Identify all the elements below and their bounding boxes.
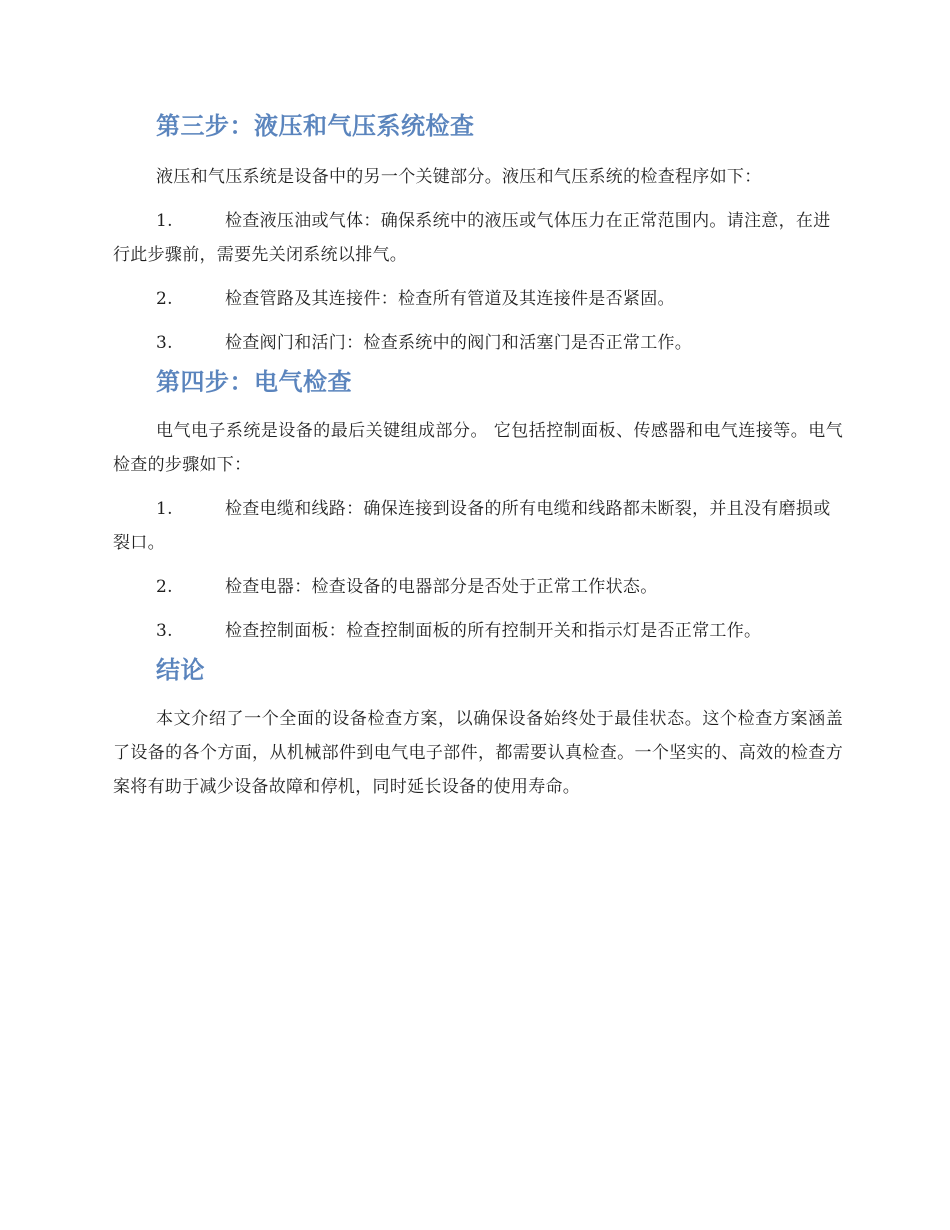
list-item-number: 2. — [156, 577, 173, 597]
list-item-text: 检查电器：检查设备的电器部分是否处于正常工作状态。 — [225, 577, 658, 597]
section-heading-step3: 第三步：液压和气压系统检查 — [156, 112, 475, 140]
list-item — [113, 570, 843, 604]
document-content — [113, 104, 843, 804]
section3-intro: 液压和气压系统是设备中的另一个关键部分。液压和气压系统的检查程序如下： — [156, 167, 762, 187]
list-item — [113, 326, 843, 360]
list-item-number: 3. — [156, 333, 173, 353]
list-item — [113, 492, 843, 560]
list-item — [113, 204, 843, 272]
section-heading-conclusion: 结论 — [156, 656, 205, 684]
list-item-number: 1. — [156, 499, 173, 519]
section4-intro: 电气电子系统是设备的最后关键组成部分。 它包括控制面板、传感器和电气连接等。电气检查的步骤如下： — [113, 421, 843, 475]
list-item-number: 1. — [156, 211, 173, 231]
list-item-text: 检查管路及其连接件：检查所有管道及其连接件是否紧固。 — [225, 289, 675, 309]
list-item-text: 检查液压油或气体：确保系统中的液压或气体压力在正常范围内。请注意，在进行此步骤前，需要先关闭系统以排气。 — [113, 211, 831, 265]
list-item-text: 检查阀门和活门：检查系统中的阀门和活塞门是否正常工作。 — [225, 333, 693, 353]
list-item — [113, 282, 843, 316]
list-item-text: 检查电缆和线路：确保连接到设备的所有电缆和线路都未断裂，并且没有磨损或裂口。 — [113, 499, 831, 553]
list-item-text: 检查控制面板：检查控制面板的所有控制开关和指示灯是否正常工作。 — [225, 621, 762, 641]
list-item-number: 3. — [156, 621, 173, 641]
conclusion-text: 本文介绍了一个全面的设备检查方案，以确保设备始终处于最佳状态。这个检查方案涵盖了设备的各个方面，从机械部件到电气电子部件，都需要认真检查。一个坚实的、高效的检查方案将有助于减少设备故障和停机，同时延长设备的使用寿命。 — [113, 709, 843, 797]
list-item-number: 2. — [156, 289, 173, 309]
list-item — [113, 614, 843, 648]
section-heading-step4: 第四步：电气检查 — [156, 368, 352, 396]
